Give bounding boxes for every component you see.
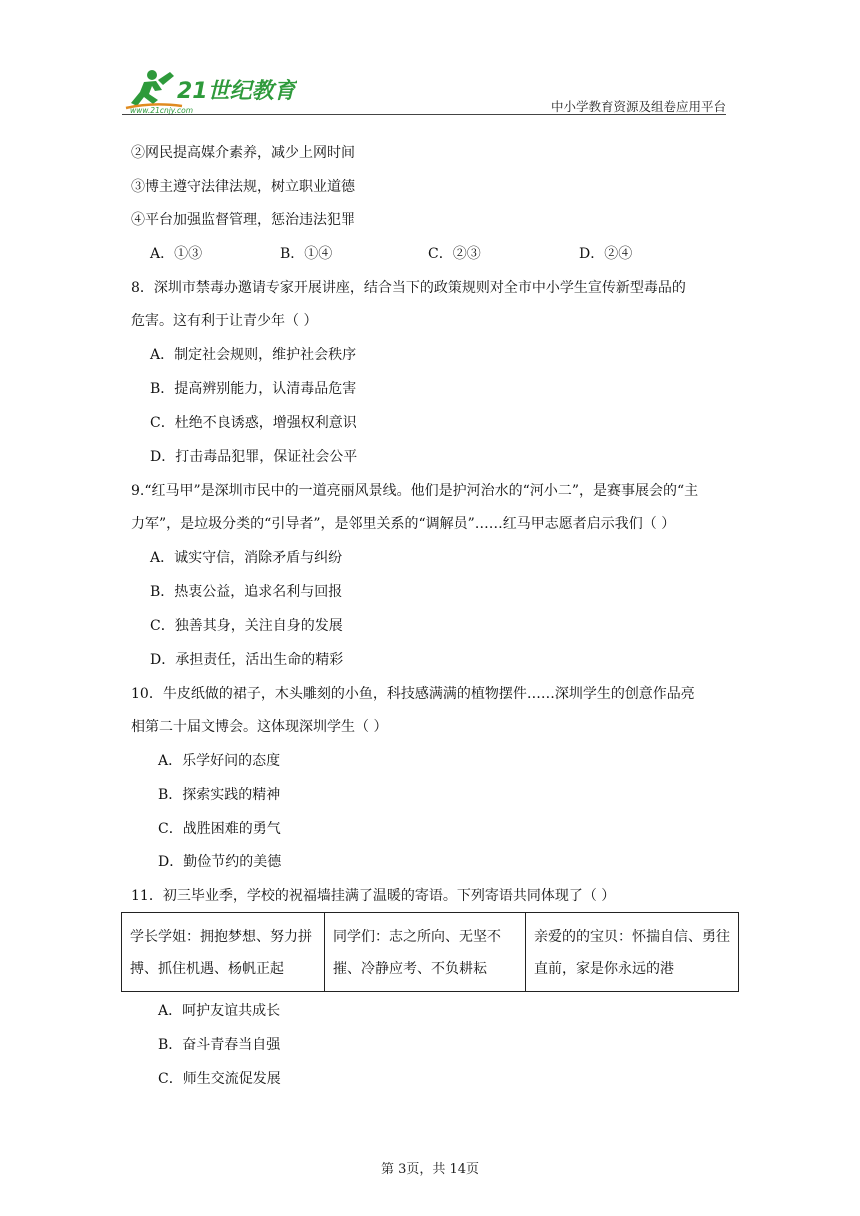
table-cell: 同学们：志之所向、无坚不摧、冷静应考、不负耕耘 [325,913,526,992]
q8-option-d[interactable]: D．打击毒品犯罪，保证社会公平 [150,449,358,465]
wishes-table [121,912,739,992]
q9-option-b[interactable]: B．热衷公益，追求名利与回报 [150,584,343,600]
header-divider [122,114,726,115]
q7-option-c[interactable]: C．②③ [428,246,481,262]
q8-option-c[interactable]: C．杜绝不良诱惑，增强权利意识 [150,415,357,431]
q7-option-b[interactable]: B．①④ [280,246,333,262]
q8-stem: 危害。这有利于让青少年（ ） [131,313,318,329]
q11-stem: 11．初三毕业季，学校的祝福墙挂满了温暖的寄语。下列寄语共同体现了（ ） [131,888,616,904]
q8-stem: 8．深圳市禁毒办邀请专家开展讲座，结合当下的政策规则对全市中小学生宣传新型毒品的 [131,280,686,296]
q10-option-d[interactable]: D．勤俭节约的美德 [158,854,282,870]
q8-option-a[interactable]: A．制定社会规则，维护社会秩序 [150,347,357,363]
q7-statement: ④平台加强监督管理，惩治违法犯罪 [131,212,355,228]
q10-option-b[interactable]: B．探索实践的精神 [158,787,281,803]
q9-stem: 9.“红马甲”是深圳市民中的一道亮丽风景线。他们是护河治水的“河小二”，是赛事展会的“主 [131,483,699,499]
q9-option-d[interactable]: D．承担责任，活出生命的精彩 [150,652,344,668]
table-cell: 亲爱的的宝贝：怀揣自信、勇往直前，家是你永远的港 [526,913,739,992]
q11-option-c[interactable]: C．师生交流促发展 [158,1071,281,1087]
svg-text:www.21cnjy.com: www.21cnjy.com [130,106,194,114]
q10-stem: 10．牛皮纸做的裙子，木头雕刻的小鱼，科技感满满的植物摆件……深圳学生的创意作品亮 [131,686,695,702]
page-header [122,66,726,116]
platform-name: 中小学教育资源及组卷应用平台 [550,99,726,114]
q9-option-a[interactable]: A．诚实守信，消除矛盾与纠纷 [150,550,343,566]
q7-option-d[interactable]: D．②④ [579,246,633,262]
table-cell: 学长学姐：拥抱梦想、努力拼搏、抓住机遇、杨帆正起 [122,913,325,992]
svg-text:21世纪教育: 21世纪教育 [177,79,296,104]
q9-stem: 力军”，是垃圾分类的“引导者”，是邻里关系的“调解员”……红马甲志愿者启示我们（ ） [131,516,676,532]
table-row [122,913,739,992]
q7-option-a[interactable]: A．①③ [150,246,203,262]
q7-statement: ③博主遵守法律法规，树立职业道德 [131,179,355,195]
q8-option-b[interactable]: B．提高辨别能力，认清毒品危害 [150,381,357,397]
q10-stem: 相第二十届文博会。这体现深圳学生（ ） [131,719,388,735]
q11-option-b[interactable]: B．奋斗青春当自强 [158,1037,281,1053]
q11-option-a[interactable]: A．呵护友谊共成长 [158,1003,281,1019]
page-number: 第 3页，共 14页 [380,1162,480,1177]
q9-option-c[interactable]: C．独善其身，关注自身的发展 [150,618,343,634]
q7-statement: ②网民提高媒介素养，减少上网时间 [131,145,355,161]
q10-option-a[interactable]: A．乐学好问的态度 [158,753,281,769]
q10-option-c[interactable]: C．战胜困难的勇气 [158,821,281,837]
21cnjy-logo [122,66,297,114]
